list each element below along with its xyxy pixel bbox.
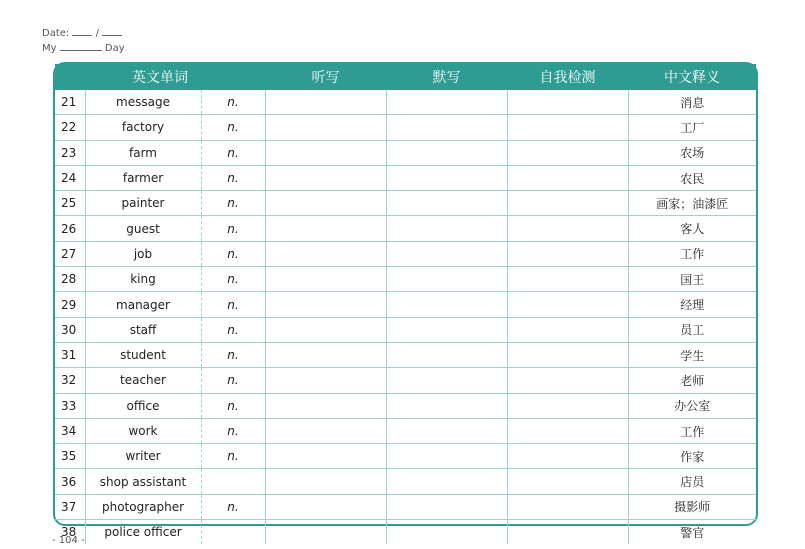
row-number: 37: [55, 494, 85, 519]
chinese-meaning: 工厂: [628, 115, 756, 140]
chinese-meaning: 客人: [628, 216, 756, 241]
listen-cell[interactable]: [265, 267, 386, 292]
self-check-cell[interactable]: [507, 191, 628, 216]
header-english: 英文单词: [55, 64, 265, 90]
listen-cell[interactable]: [265, 418, 386, 443]
self-check-cell[interactable]: [507, 165, 628, 190]
row-number: 29: [55, 292, 85, 317]
part-of-speech: n.: [201, 191, 265, 216]
table-row: [55, 191, 756, 216]
row-number: 35: [55, 444, 85, 469]
part-of-speech: n.: [201, 115, 265, 140]
row-number: 34: [55, 418, 85, 443]
english-word: message: [85, 90, 201, 115]
date-separator: /: [95, 28, 100, 39]
table-row: [55, 368, 756, 393]
header-listen: 听写: [265, 64, 386, 90]
part-of-speech: n.: [201, 368, 265, 393]
row-number: 30: [55, 317, 85, 342]
english-word: teacher: [85, 368, 201, 393]
chinese-meaning: 员工: [628, 317, 756, 342]
table-row: [55, 342, 756, 367]
english-word: police officer: [85, 520, 201, 545]
english-word: guest: [85, 216, 201, 241]
chinese-meaning: 消息: [628, 90, 756, 115]
part-of-speech: [201, 520, 265, 545]
row-number: 24: [55, 165, 85, 190]
self-check-cell[interactable]: [507, 267, 628, 292]
part-of-speech: n.: [201, 267, 265, 292]
dictation-cell[interactable]: [386, 191, 507, 216]
row-number: 31: [55, 342, 85, 367]
chinese-meaning: 作家: [628, 444, 756, 469]
english-word: student: [85, 342, 201, 367]
day-count-line: [42, 41, 125, 56]
row-number: 32: [55, 368, 85, 393]
table-row: [55, 115, 756, 140]
listen-cell[interactable]: [265, 191, 386, 216]
english-word: factory: [85, 115, 201, 140]
dictation-cell[interactable]: [386, 368, 507, 393]
listen-cell[interactable]: [265, 140, 386, 165]
date-label: Date:: [42, 28, 70, 39]
dictation-cell[interactable]: [386, 115, 507, 140]
dictation-cell[interactable]: [386, 444, 507, 469]
row-number: 22: [55, 115, 85, 140]
part-of-speech: n.: [201, 140, 265, 165]
listen-cell[interactable]: [265, 444, 386, 469]
date-line: [42, 26, 125, 41]
table-row: [55, 418, 756, 443]
part-of-speech: n.: [201, 165, 265, 190]
dictation-cell[interactable]: [386, 494, 507, 519]
listen-cell[interactable]: [265, 342, 386, 367]
self-check-cell[interactable]: [507, 292, 628, 317]
part-of-speech: n.: [201, 393, 265, 418]
listen-cell[interactable]: [265, 469, 386, 494]
english-word: painter: [85, 191, 201, 216]
table-row: [55, 140, 756, 165]
chinese-meaning: 学生: [628, 342, 756, 367]
english-word: king: [85, 267, 201, 292]
english-word: work: [85, 418, 201, 443]
dictation-cell[interactable]: [386, 520, 507, 545]
part-of-speech: n.: [201, 216, 265, 241]
part-of-speech: n.: [201, 317, 265, 342]
dictation-cell[interactable]: [386, 216, 507, 241]
listen-cell[interactable]: [265, 520, 386, 545]
chinese-meaning: 经理: [628, 292, 756, 317]
self-check-cell[interactable]: [507, 90, 628, 115]
table-row: [55, 267, 756, 292]
part-of-speech: n.: [201, 418, 265, 443]
chinese-meaning: 办公室: [628, 393, 756, 418]
dictation-cell[interactable]: [386, 165, 507, 190]
dictation-cell[interactable]: [386, 317, 507, 342]
vocabulary-table: [53, 62, 758, 540]
listen-cell[interactable]: [265, 165, 386, 190]
english-word: staff: [85, 317, 201, 342]
listen-cell[interactable]: [265, 393, 386, 418]
page-number: - 104 -: [52, 535, 85, 546]
self-check-cell[interactable]: [507, 494, 628, 519]
dictation-cell[interactable]: [386, 393, 507, 418]
row-number: 36: [55, 469, 85, 494]
dictation-cell[interactable]: [386, 90, 507, 115]
chinese-meaning: 农场: [628, 140, 756, 165]
table-row: [55, 494, 756, 519]
chinese-meaning: 画家；油漆匠: [628, 191, 756, 216]
day-label: Day: [104, 43, 125, 54]
part-of-speech: n.: [201, 444, 265, 469]
listen-cell[interactable]: [265, 115, 386, 140]
header-chinese: 中文释义: [628, 64, 756, 90]
dictation-cell[interactable]: [386, 140, 507, 165]
listen-cell[interactable]: [265, 317, 386, 342]
row-number: 21: [55, 90, 85, 115]
english-word: office: [85, 393, 201, 418]
chinese-meaning: 老师: [628, 368, 756, 393]
chinese-meaning: 工作: [628, 241, 756, 266]
table-row: [55, 292, 756, 317]
chinese-meaning: 国王: [628, 267, 756, 292]
table-header-row: [55, 64, 756, 90]
self-check-cell[interactable]: [507, 393, 628, 418]
listen-cell[interactable]: [265, 292, 386, 317]
chinese-meaning: 工作: [628, 418, 756, 443]
self-check-cell[interactable]: [507, 115, 628, 140]
self-check-cell[interactable]: [507, 444, 628, 469]
dictation-cell[interactable]: [386, 241, 507, 266]
chinese-meaning: 摄影师: [628, 494, 756, 519]
self-check-cell[interactable]: [507, 342, 628, 367]
my-label: My: [42, 43, 57, 54]
table-row: [55, 216, 756, 241]
listen-cell[interactable]: [265, 216, 386, 241]
self-check-cell[interactable]: [507, 317, 628, 342]
table-row: [55, 444, 756, 469]
chinese-meaning: 店员: [628, 469, 756, 494]
chinese-meaning: 警官: [680, 525, 705, 540]
month-blank[interactable]: [72, 26, 92, 36]
self-check-cell[interactable]: [507, 241, 628, 266]
part-of-speech: n.: [201, 241, 265, 266]
part-of-speech: n.: [201, 342, 265, 367]
table-row: [55, 520, 756, 545]
self-check-cell[interactable]: [507, 469, 628, 494]
dictation-cell[interactable]: [386, 469, 507, 494]
row-number: 28: [55, 267, 85, 292]
listen-cell[interactable]: [265, 368, 386, 393]
row-number: 38: [55, 520, 85, 545]
dictation-cell[interactable]: [386, 292, 507, 317]
row-number: 25: [55, 191, 85, 216]
table-row: [55, 317, 756, 342]
self-check-cell[interactable]: [507, 216, 628, 241]
header-dictation: 默写: [386, 64, 507, 90]
row-number: 33: [55, 393, 85, 418]
english-word: shop assistant: [85, 469, 201, 494]
dictation-cell[interactable]: [386, 267, 507, 292]
day-blank[interactable]: [102, 26, 122, 36]
english-word: writer: [85, 444, 201, 469]
table-row: [55, 165, 756, 190]
self-check-cell[interactable]: [507, 418, 628, 443]
dictation-cell[interactable]: [386, 342, 507, 367]
english-word: manager: [85, 292, 201, 317]
row-number: 26: [55, 216, 85, 241]
dictation-cell[interactable]: [386, 418, 507, 443]
chinese-meaning: 农民: [628, 165, 756, 190]
table-row: [55, 90, 756, 115]
listen-cell[interactable]: [265, 494, 386, 519]
row-number: 27: [55, 241, 85, 266]
english-word: farmer: [85, 165, 201, 190]
english-word: farm: [85, 140, 201, 165]
listen-cell[interactable]: [265, 90, 386, 115]
table-row: [55, 241, 756, 266]
self-check-cell[interactable]: [507, 140, 628, 165]
part-of-speech: n.: [201, 292, 265, 317]
self-check-cell[interactable]: [507, 368, 628, 393]
table-row: [55, 469, 756, 494]
table-row: [55, 393, 756, 418]
row-number: 23: [55, 140, 85, 165]
english-word: photographer: [85, 494, 201, 519]
part-of-speech: n.: [201, 90, 265, 115]
listen-cell[interactable]: [265, 241, 386, 266]
part-of-speech: [201, 469, 265, 494]
part-of-speech: n.: [201, 494, 265, 519]
date-header: [42, 26, 125, 56]
header-self-check: 自我检测: [507, 64, 628, 90]
day-count-blank[interactable]: [60, 41, 102, 51]
english-word: job: [85, 241, 201, 266]
self-check-cell[interactable]: [507, 520, 628, 545]
